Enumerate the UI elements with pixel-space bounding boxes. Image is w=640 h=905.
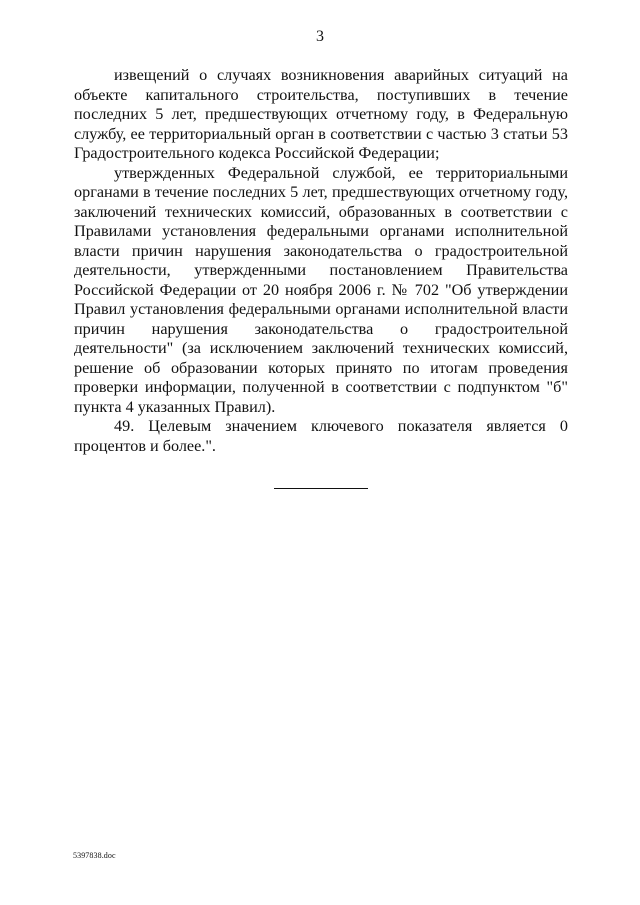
end-separator-line [274, 488, 368, 489]
page-number: 3 [316, 28, 324, 45]
paragraph-target-value: 49. Целевым значением ключевого показателя является 0 процентов и более.". [74, 417, 568, 455]
footer-document-id: 5397838.doc [73, 851, 116, 860]
paragraph-notices: извещений о случаях возникновения аварийных ситуаций на объекте капитального строительства, поступивших в течение последних 5 лет, предшествующих отчетному году, в Федеральную службу, ее территориальный орган в соответствии с частью 3 статьи 53 Градостроительного кодекса Российской Федерации; [74, 66, 568, 162]
document-body [74, 66, 568, 456]
paragraph-commission-conclusions: утвержденных Федеральной службой, ее территориальными органами в течение последних 5 лет, предшествующих отчетному году, заключений технических комиссий, образованных в соответствии с Правилами установления федеральными органами исполнительной власти причин нарушения законодательства о градостроительной деятельности, утвержденными постановлением Правительства Российской Федерации от 20 ноября 2006 г. № 702 "Об утверждении Правил установления федеральными органами исполнительной власти причин нарушения законодательства о градостроительной деятельности" (за исключением заключений технических комиссий, решение об образовании которых принято по итогам проведения проверки информации, полученной в соответствии с подпунктом "б" пункта 4 указанных Правил). [74, 163, 568, 416]
